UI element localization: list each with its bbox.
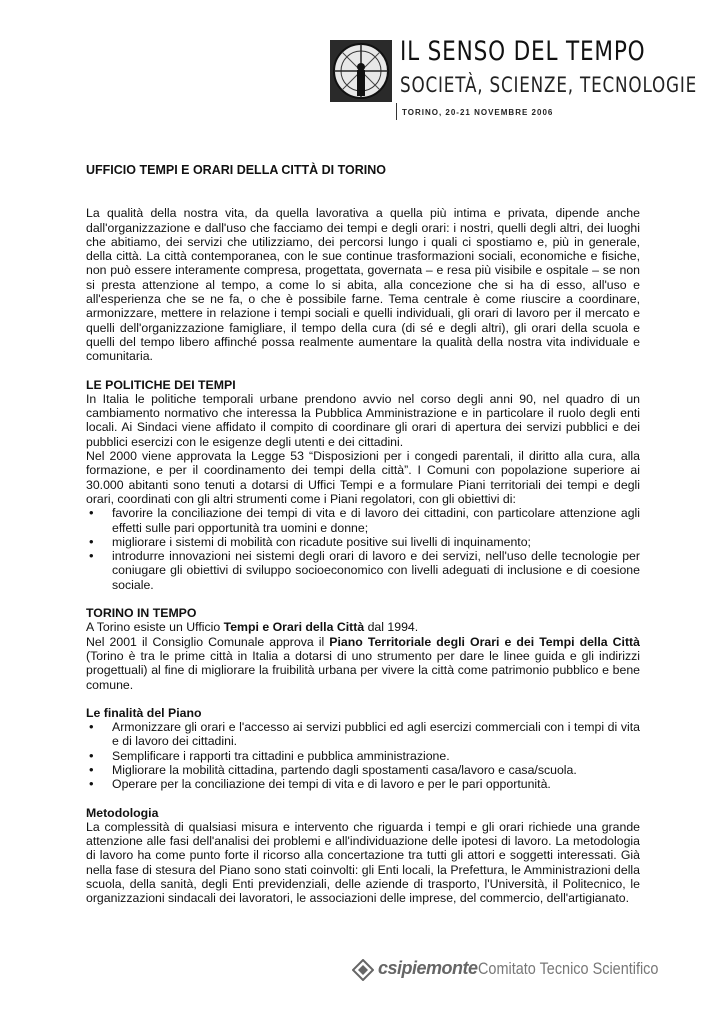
document-title: UFFICIO TEMPI E ORARI DELLA CITTÀ DI TORINO [86,163,386,177]
torino-line-1: A Torino esiste un Ufficio Tempi e Orari della Città dal 1994. [86,620,419,635]
torino-line-2: Nel 2001 il Consiglio Comunale approva il Piano Territoriale degli Orari e dei Tempi della Città (Torino è tra le prime città in Italia a dotarsi di uno strumento per dare le linee guida e gli indirizzi progettuali) al fine di migliorare la fruibilità urbana per vivere la città come patrimonio pubblico e bene comune. [86,634,640,692]
list-item: • introdurre innovazioni nei sistemi degli orari di lavoro e dei servizi, nell'uso delle tecnologie per coniugare gli obiettivi di sviluppo socioeconomico con livelli adeguati di inclusione e di coesione sociale. [86,549,640,592]
politiche-objectives-list [86,506,640,592]
finalita-list [86,720,640,791]
list-item: • Operare per la conciliazione dei tempi di vita e di lavoro e per le pari opportunità. [86,777,640,791]
footer-text: Comitato Tecnico Scientifico [478,959,659,978]
list-item: • Armonizzare gli orari e l'accesso ai servizi pubblici ed agli esercizi commerciali con i tempi di vita e di lavoro dei cittadini. [86,720,640,749]
list-item: • Semplificare i rapporti tra cittadini e pubblica amministrazione. [86,749,640,763]
section-heading-finalita: Le finalità del Piano [86,705,202,720]
event-date: TORINO, 20-21 NOVEMBRE 2006 [402,108,554,117]
clock-logo-icon [330,40,392,102]
page-footer [352,957,659,983]
politiche-paragraph-2: Nel 2000 viene approvata la Legge 53 “Disposizioni per i congedi parentali, il diritto alla cura, alla formazione, e per il coordinamento dei tempi della città”. I Comuni con popolazione superiore ai 30.000 abitanti sono tenuti a dotarsi di Uffici Tempi e a formulare Piani territoriali dei tempi e degli orari, coordinati con gli altri strumenti come i Piani regolatori, con gli obiettivi di: [86,449,640,506]
document-body [86,163,640,906]
list-item: • Migliorare la mobilità cittadina, partendo dagli spostamenti casa/lavoro e casa/scuola. [86,763,640,777]
page-header [330,36,698,118]
event-subtitle: SOCIETÀ, SCIENZE, TECNOLOGIE [400,73,698,97]
metodologia-paragraph: La complessità di qualsiasi misura e intervento che riguarda i tempi e gli orari richiede una grande attenzione alle fasi dell'analisi dei problemi e all'individuazione delle ipotesi di lavoro. La metodologia di lavoro ha come punto forte il ricorso alla concertazione tra tutti gli attori e soggetti interessati. Già nella fase di stesura del Piano sono stati coinvolti: gli Enti locali, la Prefettura, le Amministrazioni della scuola, della sanità, degli Enti previdenziali, delle aziende di trasporto, l'Università, il Politecnico, le organizzazioni sindacali dei lavoratori, le associazioni delle imprese, del commercio, dell'artigianato. [86,819,640,906]
section-heading-politiche: LE POLITICHE DEI TEMPI [86,377,236,392]
footer-brand: csipiemonte [378,958,478,978]
list-item: • favorire la conciliazione dei tempi di vita e di lavoro dei cittadini, con particolare attenzione agli effetti sulle pari opportunità tra uomini e donne; [86,506,640,535]
header-divider [396,103,397,120]
section-heading-metodologia: Metodologia [86,805,159,820]
csi-logo-icon [352,959,374,981]
intro-paragraph: La qualità della nostra vita, da quella lavorativa a quella più intima e privata, dipende anche dall'organizzazione e dall'uso che facciamo dei tempi e degli orari: i nostri, quelli degli altri, dei luoghi che abitiamo, dei servizi che utilizziamo, dei percorsi lungo i quali ci spostiamo e, più in generale, della città. La città contemporanea, con le sue continue trasformazioni sociali, economiche e fisiche, non può essere interamente compresa, progettata, governata – e resa più visibile e ospitale – se non si presta attenzione al tempo, a come lo si abita, alla concezione che si ha di esso, all'uso e all'esperienza che se ne fa, o che è possibile farne. Tema centrale è come riuscire a coordinare, armonizzare, mettere in relazione i tempi sociali e quelli individuali, gli orari di lavoro per il mercato e quelli dell'organizzazione famigliare, il tempo della cura (di sé e degli altri), gli orari della scuola e quelli del tempo libero affinché possa realmente aumentare la qualità della nostra vita individuale e comunitaria. [86,206,640,364]
list-item: • migliorare i sistemi di mobilità con ricadute positive sui livelli di inquinamento; [86,535,640,549]
section-heading-torino: TORINO IN TEMPO [86,606,197,621]
politiche-paragraph-1: In Italia le politiche temporali urbane prendono avvio nel corso degli anni 90, nel quadro di un cambiamento normativo che interessa la Pubblica Amministrazione e in particolare il ruolo degli enti locali. Ai Sindaci viene affidato il compito di coordinare gli orari di apertura dei servizi pubblici e dei pubblici esercizi con le esigenze degli utenti e dei cittadini. [86,391,640,449]
event-title: IL SENSO DEL TEMPO [400,36,646,67]
